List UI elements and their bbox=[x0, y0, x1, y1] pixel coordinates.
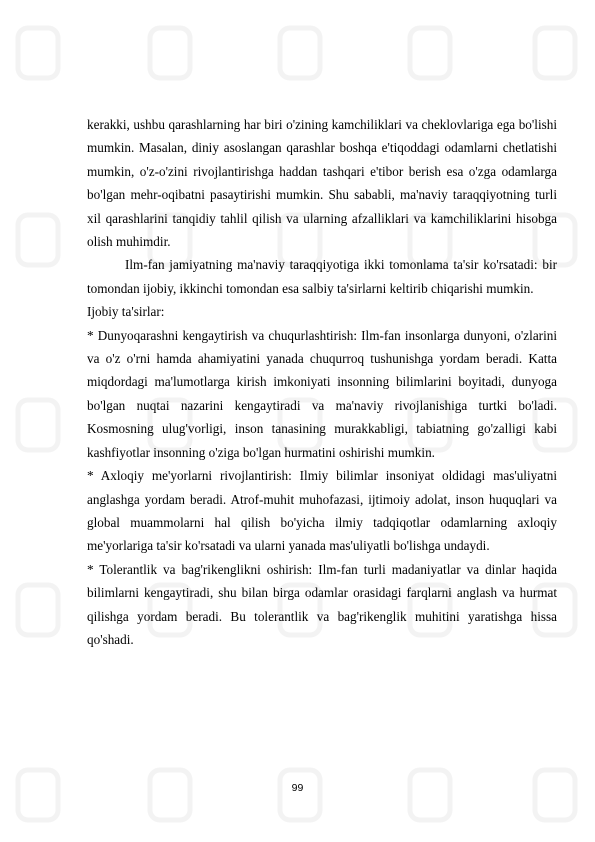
heading-positive-effects: Ijobiy ta'sirlar: bbox=[87, 304, 165, 320]
page-body bbox=[87, 113, 557, 651]
list-item-ethical-norms: * Axloqiy me'yorlarni rivojlantirish: Ilmiy bilimlar insoniyat oldidagi mas'uliyatni anglashga yordam beradi. Atrof-muhit muhofazasi, ijtimoiy adolat, inson huquqlari va global muammolarni hal qilish bo'yicha ilmiy tadqiqotlar odamlarning axloqiy me'yorlariga ta'sir ko'rsatadi va ularni yanada mas'uliyatli bo'lishga undaydi. bbox=[87, 468, 557, 554]
list-item-tolerance: * Tolerantlik va bag'rikenglikni oshirish: Ilm-fan turli madaniyatlar va dinlar haqida bilimlarni kengaytiradi, shu bilan birga odamlar orasidagi farqlarni anglash va hurmat qilishga yordam beradi. Bu tolerantlik va bag'rikenglik muhitini yaratishga hissa qo'shadi. bbox=[87, 561, 557, 647]
page-number: 99 bbox=[291, 782, 304, 794]
list-item-worldview: * Dunyoqarashni kengaytirish va chuqurlashtirish: Ilm-fan insonlarga dunyoni, o'zlarini va o'z o'rni hamda ahamiyatini yanada chuqurroq tushunishga yordam beradi. Katta miqdordagi ma'lumotlarga kirish imkoniyati insonning bilimlarini boyitadi, dunyoga bo'lgan nuqtai nazarini kengaytiradi va ma'naviy rivojlanishiga turtki bo'ladi. Kosmosning ulug'vorligi, inson tanasining murakkabligi, tabiatning go'zalligi kabi kashfiyotlar insonning o'ziga bo'lgan hurmatini oshirishi mumkin. bbox=[87, 327, 557, 460]
paragraph-continuation: kerakki, ushbu qarashlarning har biri o'zining kamchiliklari va cheklovlariga ega bo'lishi mumkin. Masalan, diniy asoslangan qarashlar boshqa e'tiqoddagi odamlarni chetlatishi mumkin, o'z-o'zini rivojlantirishga haddan tashqari e'tibor berish esa o'zga odamlarga bo'lgan mehr-oqibatni pasaytirishi mumkin. Shu sababli, ma'naviy taraqqiyotning turli xil qarashlarini tanqidiy tahlil qilish va ularning afzalliklari va kamchiliklarini hisobga olish muhimdir. bbox=[87, 117, 557, 250]
paragraph-science-influence: Ilm-fan jamiyatning ma'naviy taraqqiyotiga ikki tomonlama ta'sir ko'rsatadi: bir tomondan ijobiy, ikkinchi tomondan esa salbiy ta'sirlarni keltirib chiqarishi mumkin. bbox=[87, 257, 557, 296]
